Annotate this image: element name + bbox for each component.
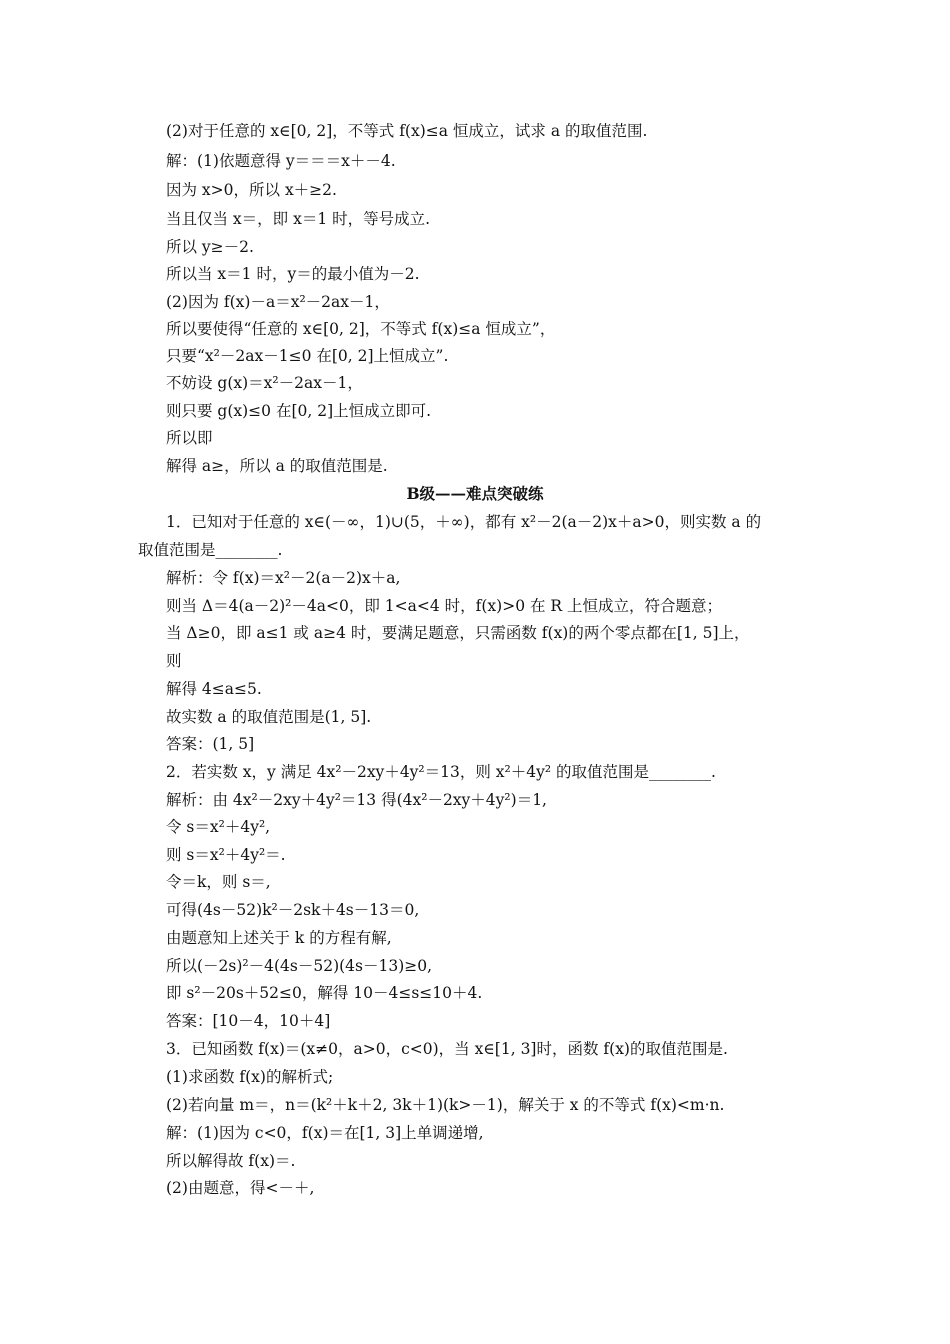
text-line: (2)由题意，得<－＋, bbox=[166, 1179, 315, 1197]
text-line: 令 s＝x²＋4y², bbox=[166, 818, 271, 836]
text-line: 当且仅当 x＝，即 x＝1 时，等号成立. bbox=[166, 210, 431, 228]
text-line: (2)因为 f(x)－a＝x²－2ax－1， bbox=[166, 293, 390, 311]
text-line: 因为 x>0，所以 x＋≥2. bbox=[166, 181, 337, 199]
text-line: 只要“x²－2ax－1≤0 在[0, 2]上恒成立”. bbox=[166, 347, 449, 365]
text-line: 3．已知函数 f(x)＝(x≠0，a>0，c<0)，当 x∈[1, 3]时，函数 f(x)的取值范围是. bbox=[166, 1040, 728, 1058]
text-line: 当 Δ≥0，即 a≤1 或 a≥4 时，要满足题意，只需函数 f(x)的两个零点都在[1, 5]上， bbox=[166, 624, 750, 642]
text-line: 由题意知上述关于 k 的方程有解, bbox=[166, 929, 392, 947]
text-line: 所以解得故 f(x)＝. bbox=[166, 1152, 296, 1170]
text-line: 解：(1)因为 c<0，f(x)＝在[1, 3]上单调递增, bbox=[166, 1124, 484, 1142]
text-line: (2)对于任意的 x∈[0, 2]，不等式 f(x)≤a 恒成立，试求 a 的取值范围. bbox=[166, 122, 648, 140]
text-line: 所以 y≥－2. bbox=[166, 238, 254, 256]
text-line: 令＝k，则 s＝, bbox=[166, 873, 271, 891]
text-line: 所以(－2s)²－4(4s－52)(4s－13)≥0, bbox=[166, 957, 433, 975]
text-line: 解：(1)依题意得 y＝＝＝x＋－4. bbox=[166, 152, 396, 170]
text-line: 所以即 bbox=[166, 429, 213, 447]
text-line: 则只要 g(x)≤0 在[0, 2]上恒成立即可. bbox=[166, 402, 432, 420]
text-line: (2)若向量 m＝，n＝(k²＋k＋2, 3k＋1)(k>－1)，解关于 x 的不等式 f(x)<m·n. bbox=[166, 1096, 725, 1114]
text-line: 即 s²－20s＋52≤0，解得 10－4≤s≤10＋4. bbox=[166, 984, 483, 1002]
text-line: 故实数 a 的取值范围是(1, 5]. bbox=[166, 708, 372, 726]
section-heading: B级——难点突破练 bbox=[406, 484, 544, 503]
text-line: 2．若实数 x，y 满足 4x²－2xy＋4y²＝13，则 x²＋4y² 的取值范围是________. bbox=[166, 763, 716, 781]
text-line: 则 s＝x²＋4y²＝. bbox=[166, 846, 286, 864]
text-line: 可得(4s－52)k²－2sk＋4s－13＝0, bbox=[166, 901, 420, 919]
text-line: 则当 Δ＝4(a－2)²－4a<0，即 1<a<4 时，f(x)>0 在 R 上恒成立，符合题意； bbox=[166, 597, 723, 615]
text-line: 所以要使得“任意的 x∈[0, 2]，不等式 f(x)≤a 恒成立”， bbox=[166, 320, 556, 338]
text-line: 不妨设 g(x)＝x²－2ax－1， bbox=[166, 374, 363, 392]
text-line: 解析：令 f(x)＝x²－2(a－2)x＋a, bbox=[166, 569, 401, 587]
text-line: 取值范围是________. bbox=[138, 541, 283, 559]
text-line: 解得 4≤a≤5. bbox=[166, 680, 262, 698]
text-line: 解得 a≥，所以 a 的取值范围是. bbox=[166, 457, 388, 475]
text-line: 答案：(1, 5] bbox=[166, 735, 255, 753]
text-line: 解析：由 4x²－2xy＋4y²＝13 得(4x²－2xy＋4y²)＝1, bbox=[166, 791, 547, 809]
text-line: (1)求函数 f(x)的解析式; bbox=[166, 1068, 334, 1086]
text-line: 所以当 x＝1 时，y＝的最小值为－2. bbox=[166, 265, 420, 283]
text-line: 1．已知对于任意的 x∈(－∞，1)∪(5，＋∞)，都有 x²－2(a－2)x＋a>0，则实数 a 的 bbox=[166, 513, 762, 531]
text-line: 则 bbox=[166, 652, 182, 670]
text-line: 答案：[10－4，10＋4] bbox=[166, 1012, 331, 1030]
